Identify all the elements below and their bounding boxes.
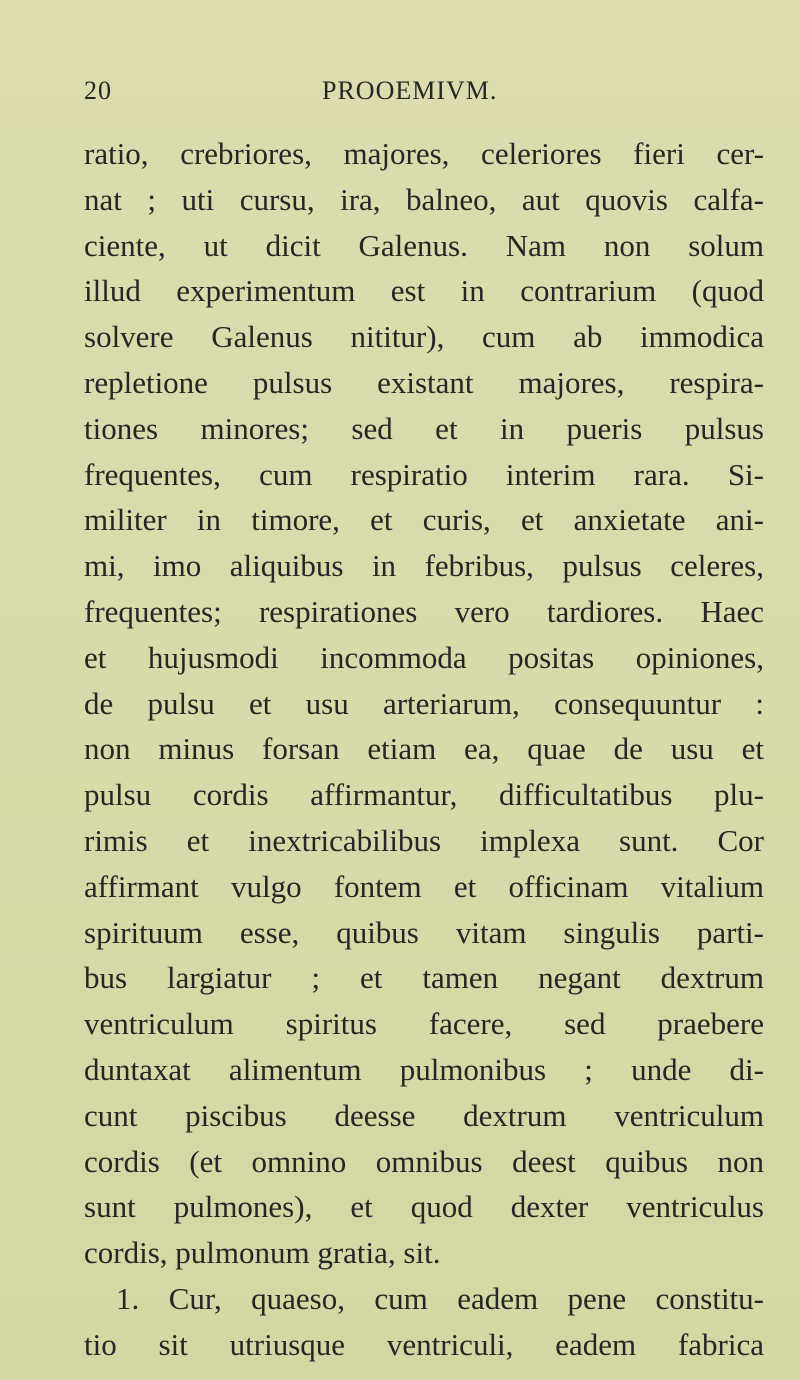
text-line: nat ; uti cursu, ira, balneo, aut quovis calfa- [84, 181, 764, 217]
text-line: duntaxat alimentum pulmonibus ; unde di- [84, 1051, 764, 1087]
body-text [84, 131, 764, 1368]
text-line: non minus forsan etiam ea, quae de usu et [84, 731, 764, 767]
text-line: militer in timore, et curis, et anxietate ani- [84, 502, 764, 538]
text-line: repletione pulsus existant majores, respira- [84, 364, 764, 400]
text-line: bus largiatur ; et tamen negant dextrum [84, 960, 764, 996]
running-head [84, 76, 744, 110]
text-line: 1. Cur, quaeso, cum eadem pene constitu- [116, 1280, 764, 1316]
text-line: frequentes, cum respiratio interim rara. Si- [84, 456, 764, 492]
text-line: affirmant vulgo fontem et officinam vitalium [84, 868, 764, 904]
text-line: et hujusmodi incommoda positas opiniones, [84, 639, 764, 675]
text-line: ratio, crebriores, majores, celeriores fieri cer- [84, 136, 764, 171]
text-line: de pulsu et usu arteriarum, consequuntur : [84, 685, 764, 721]
text-line: rimis et inextricabilibus implexa sunt. Cor [84, 822, 764, 858]
text-line: cordis, pulmonum gratia, sit. [84, 1235, 441, 1271]
text-line: tio sit utriusque ventriculi, eadem fabrica [84, 1326, 764, 1362]
text-line: mi, imo aliquibus in febribus, pulsus celeres, [84, 548, 764, 584]
text-line: cordis (et omnino omnibus deest quibus non [84, 1143, 764, 1179]
text-line: solvere Galenus nititur), cum ab immodica [84, 319, 764, 355]
page-number: 20 [84, 76, 112, 105]
text-line: illud experimentum est in contrarium (quod [84, 273, 764, 309]
text-line: ventriculum spiritus facere, sed praebere [84, 1006, 764, 1042]
text-line: sunt pulmones), et quod dexter ventriculus [84, 1189, 764, 1225]
running-title: PROOEMIVM. [322, 76, 498, 105]
text-line: pulsu cordis affirmantur, difficultatibus plu- [84, 777, 764, 813]
text-line: spirituum esse, quibus vitam singulis parti- [84, 914, 764, 950]
text-line: cunt piscibus deesse dextrum ventriculum [84, 1097, 764, 1133]
text-line: ciente, ut dicit Galenus. Nam non solum [84, 227, 764, 263]
text-line: tiones minores; sed et in pueris pulsus [84, 410, 764, 446]
text-line: frequentes; respirationes vero tardiores. Haec [84, 593, 764, 629]
